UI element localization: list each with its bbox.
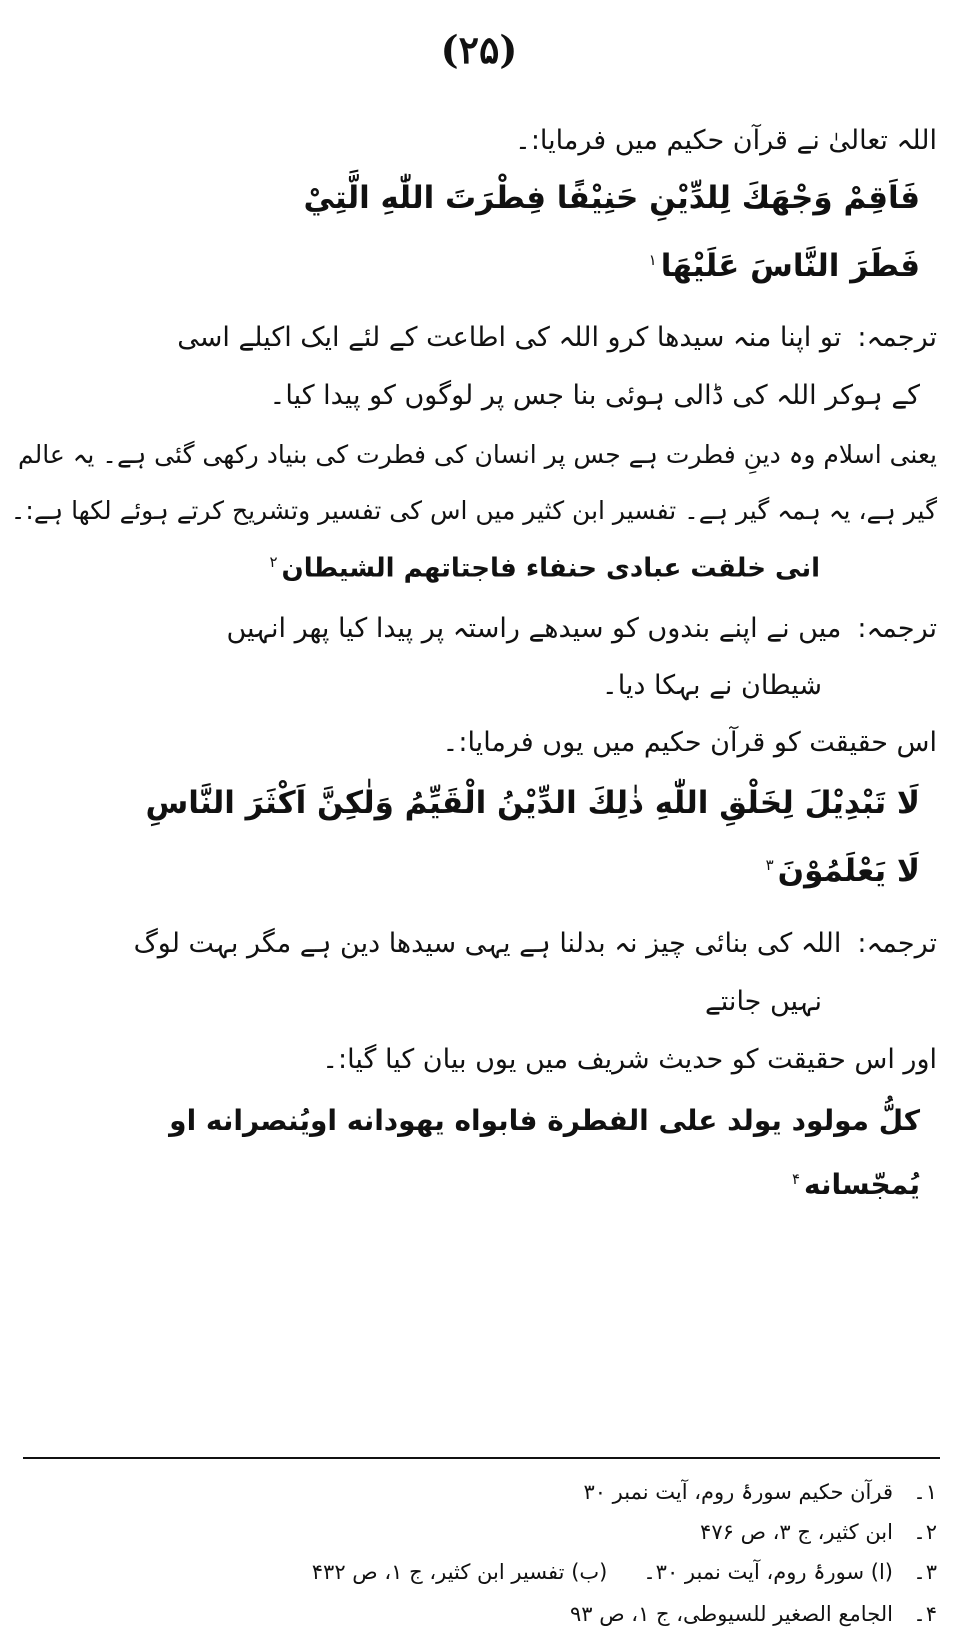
translation-2-line-2: شیطان نے بہکا دیا۔ <box>601 670 822 701</box>
translation-2-text: میں نے اپنے بندوں کو سیدھے راستہ پر پیدا کیا پھر انہیں <box>226 613 842 644</box>
hadith-text: يُمجّسانه <box>804 1168 920 1201</box>
verse-3-line-2 <box>766 853 920 889</box>
footnote-ref-4: ۴ <box>791 1169 801 1188</box>
footnote-4 <box>570 1602 937 1626</box>
footnote-2 <box>700 1520 937 1544</box>
footnote-text: الجامع الصغیر للسیوطی، ج ۱، ص ۹۳ <box>569 1602 893 1626</box>
paragraph-line-1: یعنی اسلام وہ دینِ فطرت ہے جس پر انسان کی فطرت کی بنیاد رکھی گئی ہے۔ یہ عالم <box>18 440 937 469</box>
footnote-3 <box>312 1560 937 1584</box>
footnote-number: ۱۔ <box>913 1480 937 1504</box>
translation-3-line-1 <box>134 928 937 959</box>
translation-3-line-2: نہیں جانتے <box>704 986 822 1017</box>
footnote-number: ۳۔ <box>913 1560 937 1584</box>
hadith-line-2 <box>792 1168 920 1201</box>
translation-1-line-1 <box>177 322 937 353</box>
footnote-ref-2: ۲ <box>269 553 278 571</box>
translation-label: ترجمہ: <box>857 613 937 644</box>
verse-1-line-1: فَاَقِمْ وَجْهَكَ لِلدِّيْنِ حَنِيْفًا فِطْرَتَ اللّٰهِ الَّتِيْ <box>303 180 920 216</box>
page-number-text: (۲۵) <box>440 26 518 72</box>
footnote-text-b: (ب) تفسیر ابن کثیر، ج ۱، ص ۴۳۲ <box>311 1560 608 1584</box>
verse-1-text: فَطَرَ النَّاسَ عَلَيْهَا <box>660 248 920 284</box>
footnote-text: قرآن حکیم سورۂ روم، آیت نمبر ۳۰ <box>583 1480 893 1504</box>
quote-2-line <box>269 553 820 584</box>
verse-3-line-1: لَا تَبْدِيْلَ لِخَلْقِ اللّٰهِ ذٰلِكَ الدِّيْنُ الْقَيِّمُ وَلٰكِنَّ اَكْثَرَ النَّاسِ <box>145 785 920 821</box>
page-number <box>435 18 523 80</box>
intro-4-line: اور اس حقیقت کو حدیث شریف میں یوں بیان کیا گیا:۔ <box>322 1044 937 1075</box>
translation-1-text: تو اپنا منہ سیدھا کرو اللہ کی اطاعت کے لئے ایک اکیلے اسی <box>177 322 842 353</box>
intro-line: اللہ تعالیٰ نے قرآن حکیم میں فرمایا:۔ <box>515 125 937 156</box>
translation-3-text: اللہ کی بنائی چیز نہ بدلنا ہے یہی سیدھا دین ہے مگر بہت لوگ <box>133 928 842 959</box>
hadith-line-1: كلُّ مولود يولد على الفطرة فابواه يهودانه اويُنصرانه او <box>169 1104 920 1137</box>
quote-2-text: انی خلقت عبادی حنفاء فاجتاتهم الشيطان <box>281 553 820 584</box>
translation-label: ترجمہ: <box>857 928 937 959</box>
verse-3-text: لَا يَعْلَمُوْنَ <box>777 853 920 889</box>
translation-2-line-1 <box>226 613 937 644</box>
footnote-divider <box>23 1457 940 1459</box>
intro-3-line: اس حقیقت کو قرآن حکیم میں یوں فرمایا:۔ <box>442 727 937 758</box>
translation-1-line-2: کے ہوکر اللہ کی ڈالی ہوئی بنا جس پر لوگوں کو پیدا کیا۔ <box>269 380 920 411</box>
footnote-number: ۲۔ <box>913 1520 937 1544</box>
paragraph-line-2: گیر ہے، یہ ہمہ گیر ہے۔ تفسیر ابن کثیر میں اس کی تفسیر وتشریح کرتے ہوئے لکھا ہے:۔ <box>10 496 937 525</box>
footnote-1 <box>583 1480 937 1504</box>
footnote-ref-3: ۳ <box>765 855 774 874</box>
verse-1-line-2 <box>649 248 920 284</box>
footnote-number: ۴۔ <box>913 1602 937 1626</box>
footnote-text: (ا) سورۂ روم، آیت نمبر ۳۰۔ <box>643 1560 893 1584</box>
footnote-ref-1: ۱ <box>648 250 657 269</box>
translation-label: ترجمہ: <box>857 322 937 353</box>
footnote-text: ابن کثیر، ج ۳، ص ۴۷۶ <box>700 1520 893 1544</box>
